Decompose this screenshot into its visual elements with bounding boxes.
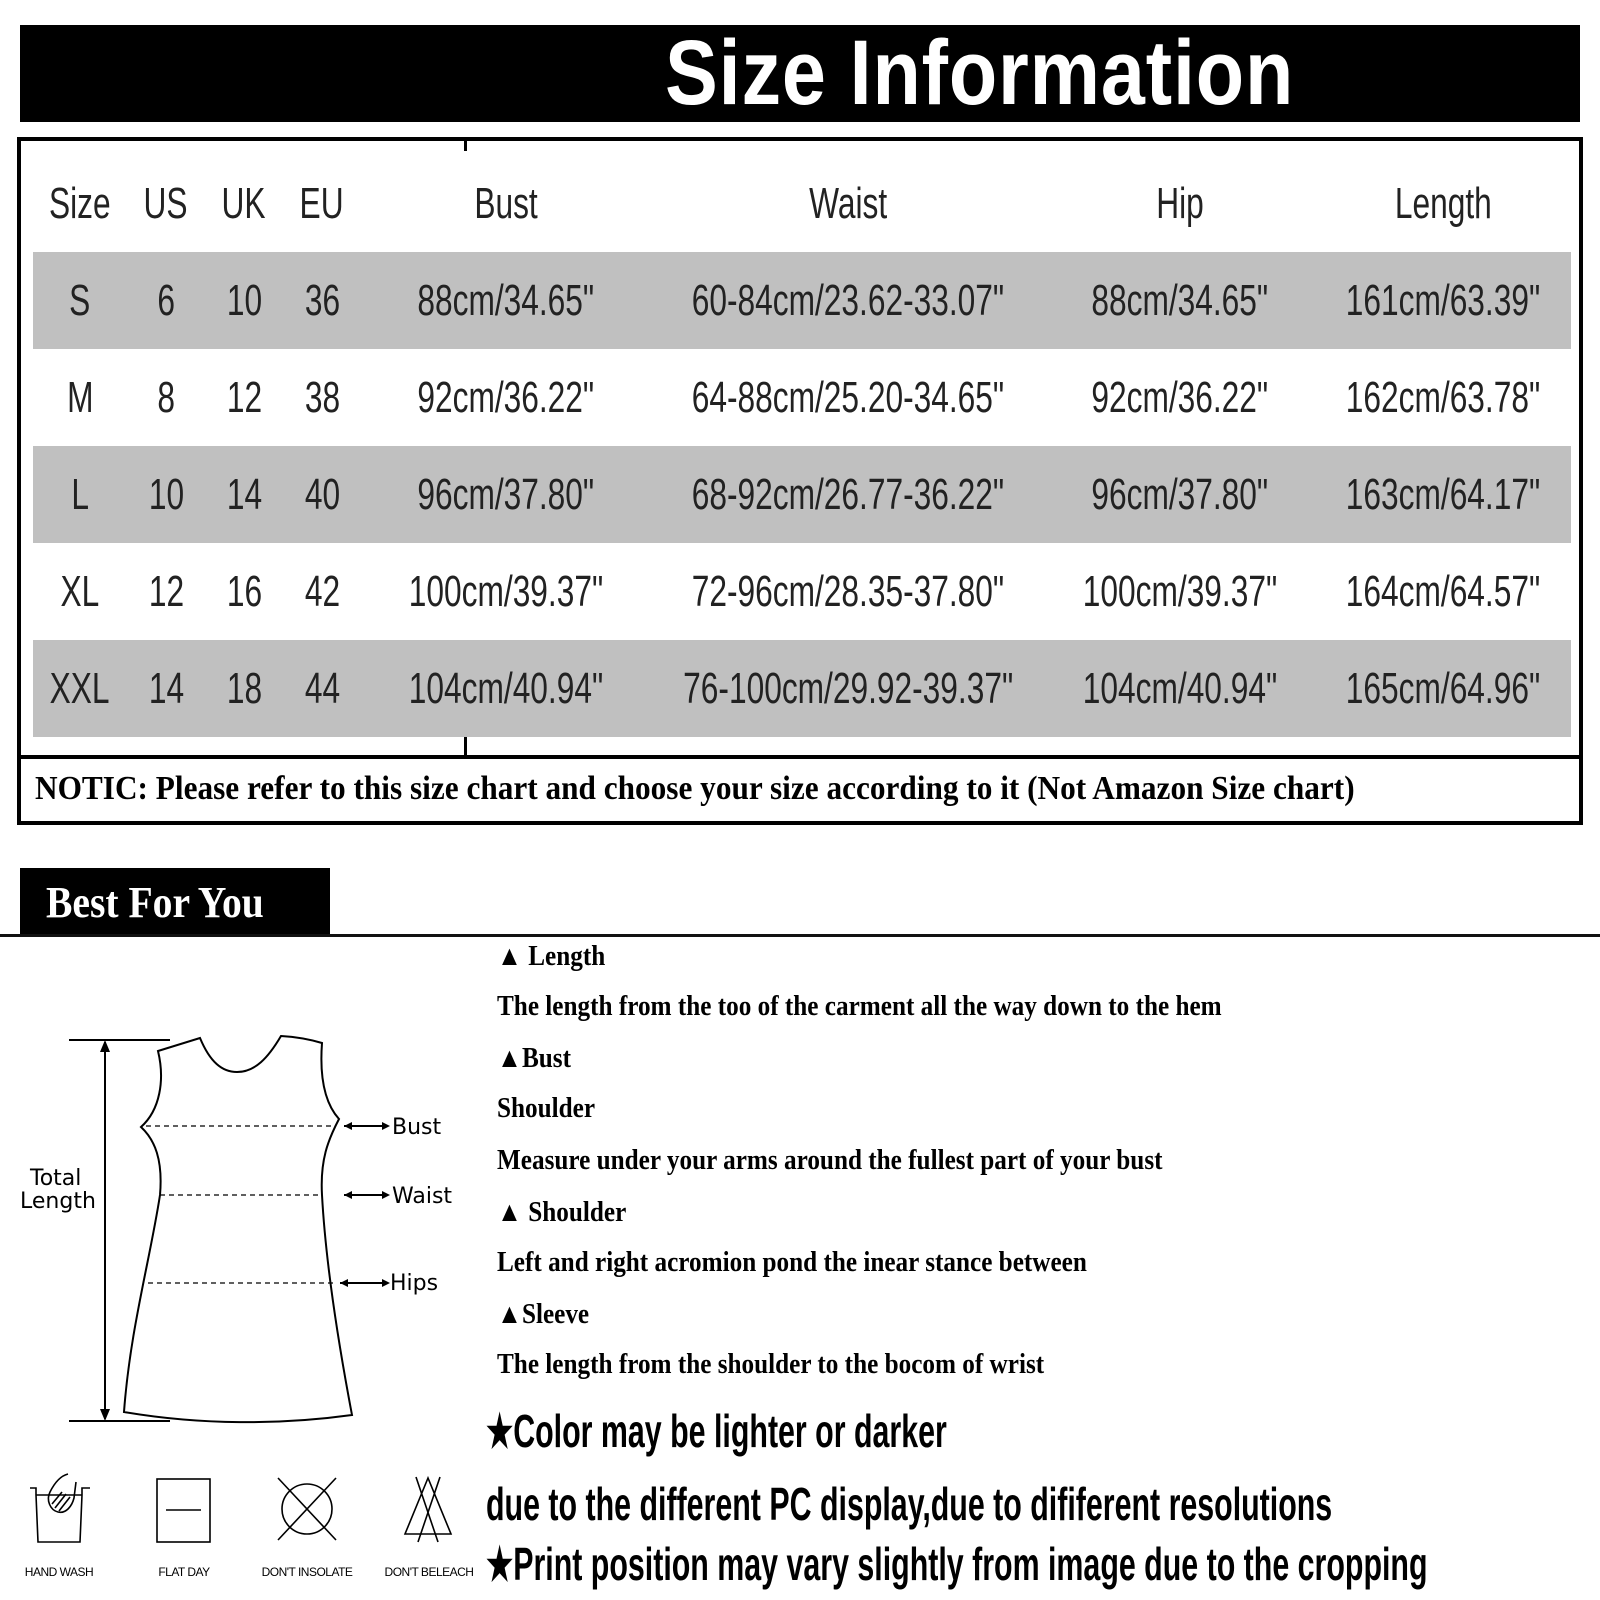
note-print-position: ★Print position may vary slightly from image due to the cropping xyxy=(486,1538,1428,1590)
cell-uk: 12 xyxy=(226,372,262,422)
care-label-flat-dry: FLAT DAY xyxy=(158,1565,210,1579)
hand-wash-icon xyxy=(28,1470,96,1546)
desc-shoulder-sub: Shoulder xyxy=(497,1093,596,1124)
waist-label: Waist xyxy=(392,1184,453,1209)
total-length-label-line2: Length xyxy=(20,1189,96,1214)
header-eu: EU xyxy=(299,178,345,228)
cell-bust: 92cm/36.22" xyxy=(417,372,595,422)
table-row xyxy=(33,446,1571,543)
cell-size: XXL xyxy=(50,663,110,713)
desc-length-text: The length from the too of the carment all the way down to the hem xyxy=(497,991,1222,1022)
cell-us: 14 xyxy=(148,663,184,713)
bust-label: Bust xyxy=(392,1115,442,1140)
cell-us: 12 xyxy=(148,566,184,616)
cell-waist: 68-92cm/26.77-36.22" xyxy=(691,469,1005,519)
table-row xyxy=(33,349,1571,446)
page-title: Size Information xyxy=(665,22,1295,124)
cell-hip: 88cm/34.65" xyxy=(1091,275,1269,325)
best-for-you-title: Best For You xyxy=(46,877,264,927)
table-row xyxy=(33,640,1571,737)
cell-size: L xyxy=(71,469,89,519)
cell-waist: 72-96cm/28.35-37.80" xyxy=(691,566,1005,616)
cell-length: 161cm/63.39" xyxy=(1345,275,1541,325)
header-bust: Bust xyxy=(474,178,538,228)
cell-eu: 38 xyxy=(304,372,340,422)
title-banner xyxy=(20,22,1580,124)
care-label-hand-wash: HAND WASH xyxy=(24,1565,94,1579)
note-display: due to the different PC display,due to dififerent resolutions xyxy=(486,1478,1333,1530)
cell-bust: 96cm/37.80" xyxy=(417,469,595,519)
cell-size: XL xyxy=(60,566,100,616)
cell-eu: 42 xyxy=(304,566,340,616)
header-waist: Waist xyxy=(808,178,888,228)
hips-label: Hips xyxy=(390,1271,439,1296)
cell-uk: 10 xyxy=(226,275,262,325)
desc-shoulder-heading: ▲ Shoulder xyxy=(497,1197,627,1228)
cell-waist: 60-84cm/23.62-33.07" xyxy=(691,275,1005,325)
cell-length: 163cm/64.17" xyxy=(1345,469,1541,519)
cell-uk: 18 xyxy=(226,663,262,713)
table-tick-top xyxy=(464,141,467,151)
cell-hip: 104cm/40.94" xyxy=(1082,663,1278,713)
cell-length: 162cm/63.78" xyxy=(1345,372,1541,422)
table-row xyxy=(33,252,1571,349)
header-hip: Hip xyxy=(1156,178,1204,228)
do-not-tumble-icon xyxy=(276,1476,338,1542)
cell-us: 8 xyxy=(157,372,175,422)
notice-divider xyxy=(21,755,1579,759)
size-notice: NOTIC: Please refer to this size chart and choose your size according to it (Not Amazon Size chart) xyxy=(35,770,1355,807)
cell-bust: 104cm/40.94" xyxy=(408,663,604,713)
total-length-label-line1: Total xyxy=(30,1166,82,1191)
note-color: ★Color may be lighter or darker xyxy=(486,1405,947,1457)
cell-waist: 64-88cm/25.20-34.65" xyxy=(691,372,1005,422)
best-for-you-banner xyxy=(20,868,330,936)
table-row xyxy=(33,543,1571,640)
cell-hip: 100cm/39.37" xyxy=(1082,566,1278,616)
cell-eu: 40 xyxy=(304,469,340,519)
cell-hip: 92cm/36.22" xyxy=(1091,372,1269,422)
desc-bust-heading: ▲Bust xyxy=(497,1043,571,1074)
care-label-dont-bleach: DON'T BELEACH xyxy=(384,1565,474,1579)
desc-bust-text: Measure under your arms around the fullest part of your bust xyxy=(497,1145,1163,1176)
dress-measurement-diagram xyxy=(0,1000,480,1430)
header-length: Length xyxy=(1394,178,1492,228)
header-size: Size xyxy=(49,178,111,228)
desc-sleeve-heading: ▲Sleeve xyxy=(497,1299,590,1330)
cell-bust: 100cm/39.37" xyxy=(408,566,604,616)
cell-us: 10 xyxy=(148,469,184,519)
header-us: US xyxy=(143,178,189,228)
cell-length: 164cm/64.57" xyxy=(1345,566,1541,616)
cell-hip: 96cm/37.80" xyxy=(1091,469,1269,519)
do-not-bleach-icon xyxy=(402,1476,454,1544)
flat-dry-icon xyxy=(156,1478,212,1544)
desc-shoulder-text: Left and right acromion pond the inear stance between xyxy=(497,1247,1087,1278)
header-uk: UK xyxy=(221,178,267,228)
cell-waist: 76-100cm/29.92-39.37" xyxy=(682,663,1014,713)
cell-uk: 14 xyxy=(226,469,262,519)
cell-size: M xyxy=(66,372,94,422)
cell-length: 165cm/64.96" xyxy=(1345,663,1541,713)
cell-eu: 44 xyxy=(304,663,340,713)
cell-bust: 88cm/34.65" xyxy=(417,275,595,325)
cell-uk: 16 xyxy=(226,566,262,616)
cell-us: 6 xyxy=(157,275,175,325)
cell-eu: 36 xyxy=(304,275,340,325)
table-header-row xyxy=(33,155,1571,252)
section-divider xyxy=(0,934,1600,937)
desc-sleeve-text: The length from the shoulder to the bocom of wrist xyxy=(497,1349,1045,1380)
desc-length-heading: ▲ Length xyxy=(497,941,606,972)
size-table xyxy=(17,137,1583,825)
care-label-dont-insolate: DON'T INSOLATE xyxy=(261,1565,353,1579)
cell-size: S xyxy=(69,275,91,325)
